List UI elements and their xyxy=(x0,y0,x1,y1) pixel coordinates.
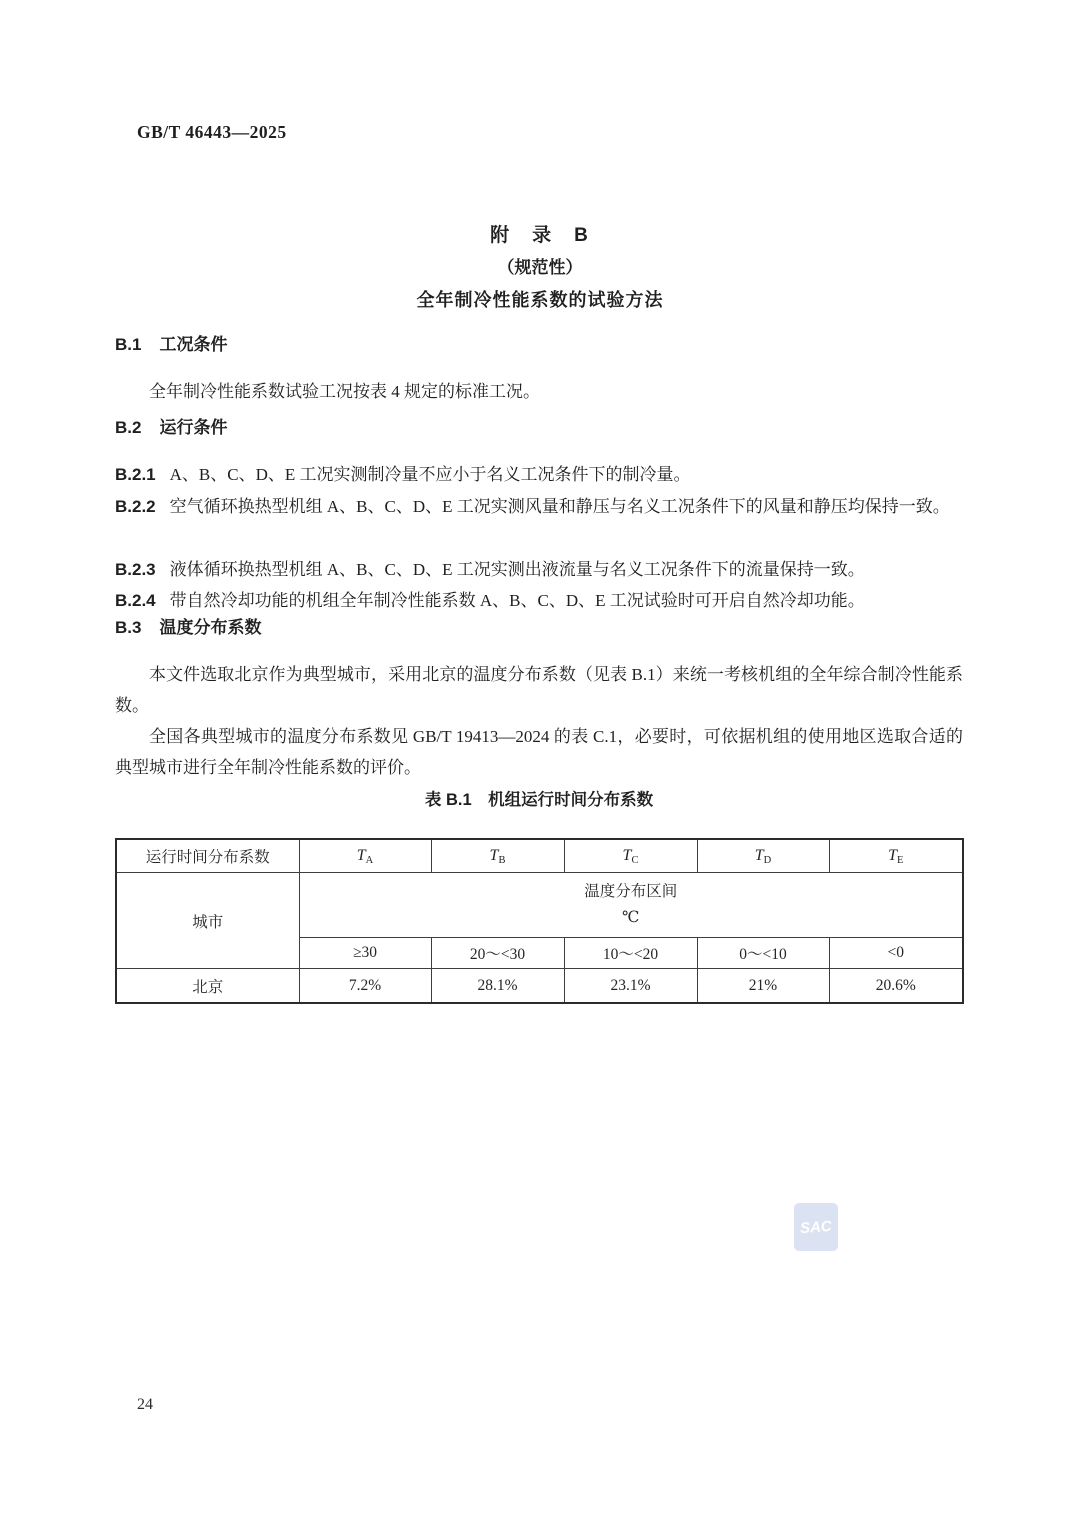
ta-symbol: T xyxy=(356,846,366,864)
te-subscript: E xyxy=(896,854,904,866)
section-b2-heading xyxy=(115,417,963,439)
td-symbol: T xyxy=(754,846,764,864)
tb-subscript: B xyxy=(498,854,506,866)
clause-b2-4 xyxy=(115,585,963,616)
table-header-row xyxy=(116,839,963,873)
appendix-title: 全年制冷性能系数的试验方法 xyxy=(416,290,664,310)
table-col-td-cell xyxy=(697,839,829,873)
value-cell-a: 7.2% xyxy=(299,969,431,1004)
clause-b2-1-text: A、B、C、D、E 工况实测制冷量不应小于名义工况条件下的制冷量。 xyxy=(169,465,691,484)
page-number: 24 xyxy=(137,1396,153,1413)
range-cell-c: 10～<20 xyxy=(564,938,697,969)
tb-symbol: T xyxy=(489,846,499,864)
appendix-normative-note: （规范性） xyxy=(497,258,583,277)
section-b3-number: B.3 xyxy=(115,618,142,637)
value-cell-b: 28.1% xyxy=(431,969,564,1004)
range-cell-e: <0 xyxy=(829,938,963,969)
clause-b2-1-number: B.2.1 xyxy=(115,465,156,484)
section-b1-number: B.1 xyxy=(115,335,142,354)
sac-watermark-text: SAC xyxy=(799,1217,833,1237)
clause-b2-2-text: 空气循环换热型机组 A、B、C、D、E 工况实测风量和静压与名义工况条件下的风量和静压均保持一致。 xyxy=(169,497,950,516)
value-cell-d: 21% xyxy=(697,969,829,1004)
table-col-tc-cell xyxy=(564,839,697,873)
clause-b2-1 xyxy=(115,459,963,490)
table-interval-span-cell xyxy=(299,873,963,938)
table-city-header-cell: 城市 xyxy=(116,873,299,969)
sac-watermark xyxy=(794,1203,838,1251)
table-col-te-cell xyxy=(829,839,963,873)
clause-b2-4-number: B.2.4 xyxy=(115,591,156,610)
interval-unit: ℃ xyxy=(622,909,640,926)
section-b1-heading xyxy=(115,334,963,356)
city-name-cell: 北京 xyxy=(116,969,299,1004)
section-b2-title: 运行条件 xyxy=(159,418,228,437)
section-b1-paragraph: 全年制冷性能系数试验工况按表 4 规定的标准工况。 xyxy=(149,382,540,401)
table-corner-header-cell: 运行时间分布系数 xyxy=(116,839,299,873)
ta-subscript: A xyxy=(365,854,374,866)
tc-subscript: C xyxy=(631,854,639,866)
table-interval-row xyxy=(116,873,963,938)
section-b3-paragraph-1: 本文件选取北京作为典型城市，采用北京的温度分布系数（见表 B.1）来统一考核机组的全年综合制冷性能系数。 xyxy=(115,665,963,715)
range-cell-b: 20～<30 xyxy=(431,938,564,969)
table-b1-caption: 表 B.1 机组运行时间分布系数 xyxy=(424,791,654,809)
range-cell-d: 0～<10 xyxy=(697,938,829,969)
td-subscript: D xyxy=(763,854,772,866)
clause-b2-4-text: 带自然冷却功能的机组全年制冷性能系数 A、B、C、D、E 工况试验时可开启自然冷却功能。 xyxy=(169,591,865,610)
standard-number-header: GB/T 46443—2025 xyxy=(137,122,287,142)
range-cell-a: ≥30 xyxy=(299,938,431,969)
section-b1-title: 工况条件 xyxy=(159,335,228,354)
clause-b2-3-text: 液体循环换热型机组 A、B、C、D、E 工况实测出液流量与名义工况条件下的流量保持一致。 xyxy=(169,560,865,579)
value-cell-c: 23.1% xyxy=(564,969,697,1004)
table-col-ta-cell xyxy=(299,839,431,873)
interval-title: 温度分布区间 xyxy=(584,883,678,900)
clause-b2-3 xyxy=(115,554,963,585)
te-symbol: T xyxy=(888,846,897,864)
value-cell-e: 20.6% xyxy=(829,969,963,1004)
appendix-label: 附 录 B xyxy=(490,225,590,246)
appendix-title-block xyxy=(0,219,1080,316)
table-b1 xyxy=(115,838,964,1004)
section-b2-number: B.2 xyxy=(115,418,142,437)
clause-b2-3-number: B.2.3 xyxy=(115,560,156,579)
section-b3-heading xyxy=(115,617,963,639)
section-b3-title: 温度分布系数 xyxy=(159,618,262,637)
table-data-row-beijing xyxy=(116,969,963,1004)
clause-b2-2-number: B.2.2 xyxy=(115,497,156,516)
clause-b2-2 xyxy=(115,491,963,522)
table-col-tb-cell xyxy=(431,839,564,873)
section-b3-paragraph-2: 全国各典型城市的温度分布系数见 GB/T 19413—2024 的表 C.1，必要时，可依据机组的使用地区选取合适的典型城市进行全年制冷性能系数的评价。 xyxy=(115,727,963,777)
tc-symbol: T xyxy=(622,846,632,864)
